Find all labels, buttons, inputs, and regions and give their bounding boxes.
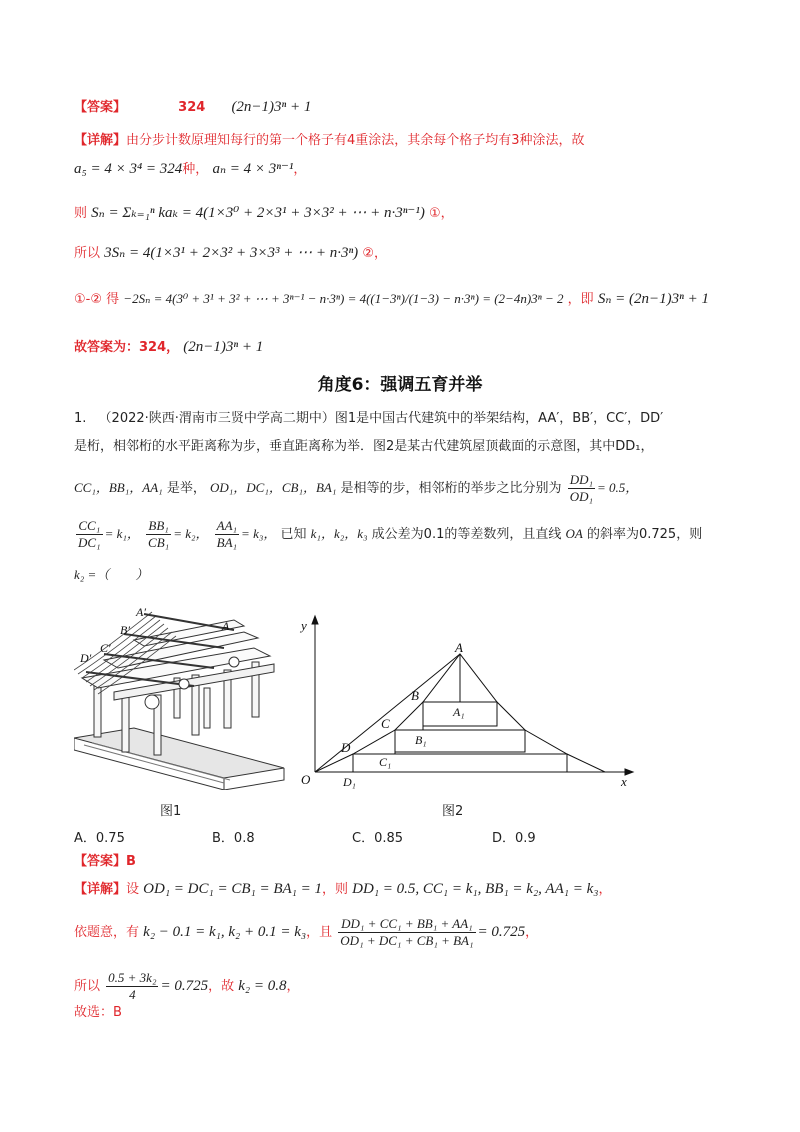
subtract-prefix: ①-② bbox=[74, 292, 102, 307]
conclusion-text: 故答案为：324， bbox=[74, 340, 180, 355]
section-title: 角度6：强调五育并举 bbox=[317, 375, 483, 395]
fig1-label-d-prime: D′ bbox=[80, 651, 92, 665]
problem-source: （2022·陕西·渭南市三贤中学高二期中） bbox=[98, 411, 335, 426]
answer-value-1: 324 bbox=[178, 100, 206, 115]
fig2-b1-label: B₁ bbox=[415, 733, 427, 747]
problem-text-1: 图1是中国古代建筑中的举架结构，AA′，BB′，CC′，DD′ bbox=[334, 411, 664, 426]
subtract-line bbox=[74, 290, 709, 309]
problem-line-1 bbox=[74, 410, 663, 428]
conclusion-equation: (2n−1)3ⁿ + 1 bbox=[183, 339, 264, 355]
detail2-line-3 bbox=[74, 970, 300, 1003]
result-equation: Sₙ = (2n−1)3ⁿ + 1 bbox=[597, 291, 709, 307]
detail2-hence: ，故 bbox=[208, 979, 235, 994]
ratio-3-value: = k₃， bbox=[241, 526, 277, 541]
answer2-label: 【答案】 bbox=[74, 854, 127, 869]
k-list: k₁，k₂，k₃ bbox=[310, 526, 368, 541]
fig2-c-label: C bbox=[381, 716, 390, 731]
subtract-mid: 得 bbox=[106, 292, 120, 307]
problem-line-2 bbox=[74, 438, 654, 456]
eq-an: aₙ = 4 × 3ⁿ⁻¹ bbox=[212, 161, 294, 177]
eq-a5-suffix: 种， bbox=[182, 162, 209, 177]
fig2-a1-label: A₁ bbox=[453, 705, 465, 719]
option-b[interactable]: B．0.8 bbox=[212, 831, 255, 846]
answer2-line bbox=[74, 853, 136, 871]
detail2-then: ，则 bbox=[322, 882, 349, 897]
detail2-eq3: k₂ − 0.1 = k₁, k₂ + 0.1 = k₃ bbox=[143, 924, 307, 940]
sum-equation: Sₙ = Σₖ₌₁ⁿ kaₖ = 4(1×3⁰ + 2×3¹ + 3×3² + ⋯ + n·3ⁿ⁻¹) bbox=[91, 205, 425, 221]
detail-intro: 由分步计数原理知每行的第一个格子有4重涂法，其余每个格子均有3种涂法，故 bbox=[126, 133, 585, 148]
problem-line-4 bbox=[74, 518, 702, 551]
triple-line bbox=[74, 244, 387, 263]
detail-label: 【详解】 bbox=[74, 133, 127, 148]
detail2-comma: ， bbox=[598, 882, 612, 897]
fig1-label-a-prime: A′ bbox=[136, 605, 146, 619]
so-prefix: 所以 bbox=[74, 246, 101, 261]
line-oa: OA bbox=[565, 526, 583, 541]
fig2-y-label: y bbox=[301, 618, 307, 633]
problem-line-3 bbox=[74, 472, 638, 505]
detail2-so: 所以 bbox=[74, 979, 101, 994]
detail2-frac2: $\frac{\text{0.5 + 3k₂}}{4}$ bbox=[108, 970, 157, 1002]
answer-label: 【答案】 bbox=[74, 100, 127, 115]
detail2-choice: 故选：B bbox=[74, 1005, 122, 1020]
sum-line bbox=[74, 204, 454, 223]
mark-2: ②， bbox=[362, 246, 387, 261]
problem-number: 1. bbox=[74, 411, 87, 426]
detail2-end: ， bbox=[286, 979, 300, 994]
triple-equation: 3Sₙ = 4(1×3¹ + 2×3² + 3×3³ + ⋯ + n·3ⁿ) bbox=[104, 245, 359, 261]
figure-2-caption: 图2 bbox=[442, 804, 464, 819]
fig1-label-b-prime: B′ bbox=[120, 623, 130, 637]
detail2-frac: $\frac{\text{DD₁ + CC₁ + BB₁ + AA₁}}{\text{OD₁ + DC₁ + CB₁ + BA₁}}$ bbox=[340, 916, 474, 948]
fig2-c1-label: C₁ bbox=[379, 755, 392, 769]
eq-a5: a₅ = 4 × 3⁴ = 324 bbox=[74, 161, 183, 177]
option-c[interactable]: C．0.85 bbox=[352, 831, 404, 846]
figure-2-diagram bbox=[295, 612, 635, 790]
detail2-label: 【详解】 bbox=[74, 882, 127, 897]
answer-line bbox=[74, 98, 311, 117]
ratio-0: $\frac{\text{DD₁}}{\text{OD₁}}$ bbox=[569, 472, 593, 504]
detail2-eq4: k₂ = 0.8 bbox=[238, 978, 287, 994]
steps-list: OD₁，DC₁，CB₁，BA₁ bbox=[209, 480, 337, 495]
ratio-0-value: = 0.5， bbox=[596, 480, 639, 495]
ratio-2-value: = k₂， bbox=[173, 526, 209, 541]
detail-eq-line: a₅ = 4 × 3⁴ = 324种， aₙ = 4 × 3ⁿ⁻¹， bbox=[74, 161, 307, 177]
detail2-eq1: OD₁ = DC₁ = CB₁ = BA₁ = 1 bbox=[143, 881, 323, 897]
lifts-label: 是举， bbox=[166, 481, 206, 496]
fig2-d1-label: D₁ bbox=[343, 775, 356, 789]
detail2-frac-value: = 0.725 bbox=[477, 924, 526, 940]
detail2-line-1 bbox=[74, 880, 611, 899]
fig2-x-label: x bbox=[621, 774, 627, 789]
option-d[interactable]: D．0.9 bbox=[492, 831, 536, 846]
figure-1-drawing bbox=[74, 600, 304, 790]
fig2-a-label: A bbox=[455, 640, 463, 655]
fig1-label-c-prime: C′ bbox=[100, 641, 111, 655]
known-suffix: 的斜率为0.725，则 bbox=[586, 527, 703, 542]
fig2-b-label: B bbox=[411, 688, 419, 703]
detail2-and: ，且 bbox=[306, 925, 333, 940]
conclusion-line bbox=[74, 338, 263, 357]
answer2-value: B bbox=[126, 854, 136, 869]
lifts-list: CC₁，BB₁，AA₁ bbox=[74, 480, 163, 495]
fig2-o-label: O bbox=[301, 772, 311, 787]
ratio-1: $\frac{\text{CC₁}}{\text{DC₁}}$ bbox=[78, 518, 101, 550]
problem-line-5 bbox=[74, 566, 148, 585]
detail-intro-line bbox=[74, 132, 585, 150]
answer-value-2: (2n−1)3ⁿ + 1 bbox=[231, 99, 312, 115]
detail2-by: 依题意，有 bbox=[74, 925, 140, 940]
sum-prefix: 则 bbox=[74, 206, 88, 221]
problem-text-2: 是桁，相邻桁的水平距离称为步，垂直距离称为举．图2是某古代建筑屋顶截面的示意图，其中DD₁， bbox=[74, 439, 654, 454]
detail2-frac2-value: = 0.725 bbox=[160, 978, 209, 994]
figure-1-caption: 图1 bbox=[160, 804, 182, 819]
detail2-eq2: DD₁ = 0.5, CC₁ = k₁, BB₁ = k₂, AA₁ = k₃ bbox=[352, 881, 599, 897]
fig1-label-a: A bbox=[222, 619, 230, 633]
detail2-choice-line bbox=[74, 1004, 122, 1022]
known-mid: 成公差为0.1的等差数列，且直线 bbox=[371, 527, 562, 542]
ratio-3: $\frac{\text{AA₁}}{\text{BA₁}}$ bbox=[216, 518, 238, 550]
fig2-d-label: D bbox=[341, 740, 351, 755]
known-prefix: 已知 bbox=[280, 527, 307, 542]
detail2-set: 设 bbox=[126, 882, 140, 897]
option-a[interactable]: A．0.75 bbox=[74, 831, 125, 846]
mark-1: ①， bbox=[428, 206, 454, 221]
steps-label: 是相等的步，相邻桁的举步之比分别为 bbox=[340, 481, 562, 496]
ratio-2: $\frac{\text{BB₁}}{\text{CB₁}}$ bbox=[148, 518, 170, 550]
ratio-1-value: = k₁， bbox=[104, 526, 140, 541]
subtract-suffix: ，即 bbox=[567, 292, 594, 307]
question-k2: k₂ =（ ） bbox=[74, 567, 149, 582]
subtract-equation: −2Sₙ = 4(3⁰ + 3¹ + 3² + ⋯ + 3ⁿ⁻¹ − n·3ⁿ) = 4((1−3ⁿ)/(1−3) − n·3ⁿ) = (2−4n)3ⁿ − 2 bbox=[123, 291, 564, 306]
detail2-line-2: 依题意，有 k₂ − 0.1 = k₁, k₂ + 0.1 = k₃，且 $\frac{\text{DD₁ + CC₁ + BB₁ + AA₁}}{\text{OD₁ + DC₁ + CB₁ + BA₁}}$ = 0.725， bbox=[74, 916, 539, 948]
